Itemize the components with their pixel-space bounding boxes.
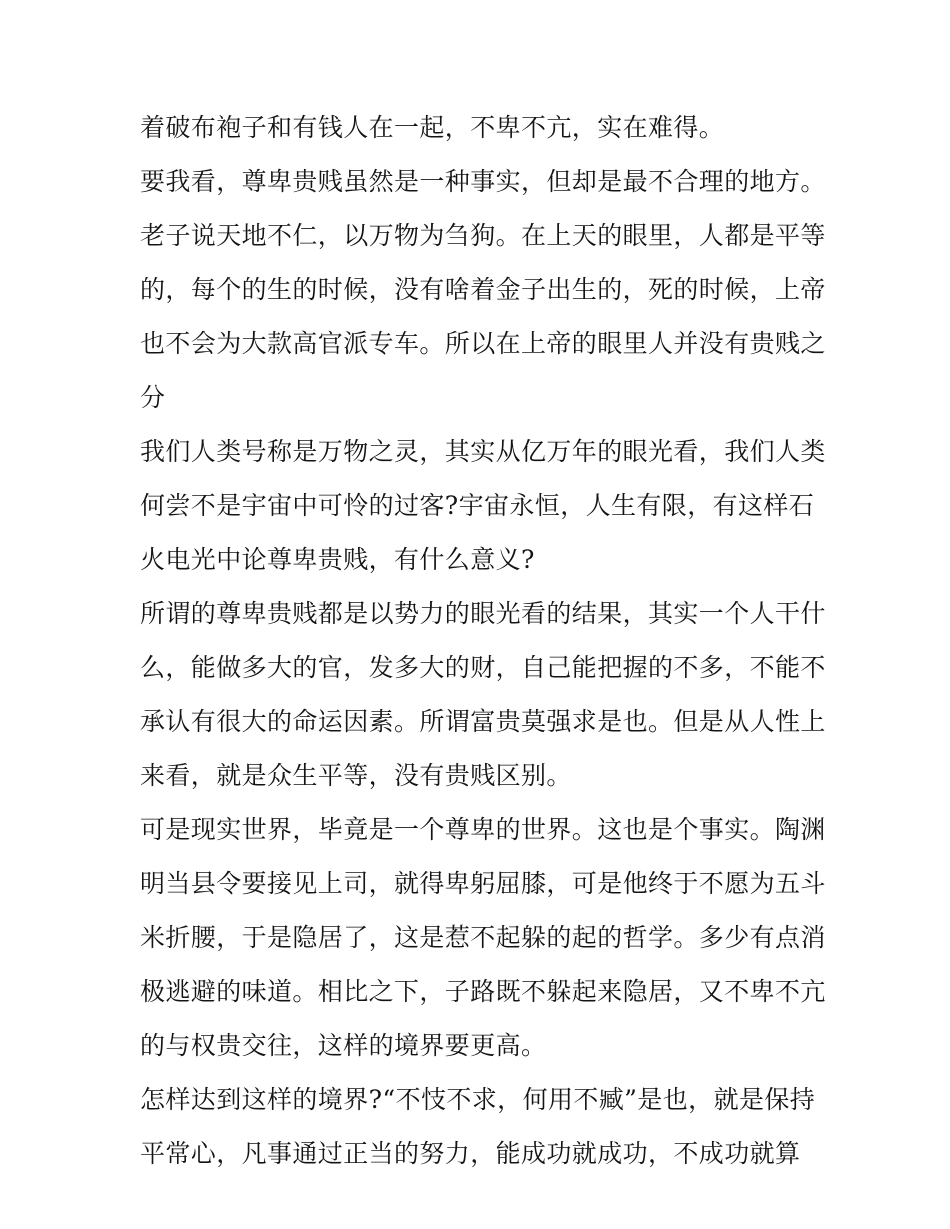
- text-line: 明当县令要接见上司，就得卑躬屈膝，可是他终于不愿为五斗: [140, 869, 826, 898]
- text-line: 我们人类号称是万物之灵，其实从亿万年的眼光看，我们人类: [140, 437, 826, 466]
- text-line: 的与权贵交往，这样的境界要更高。: [140, 1031, 547, 1060]
- text-line: 要我看，尊卑贵贱虽然是一种事实，但却是最不合理的地方。: [140, 167, 826, 196]
- text-line: 承认有很大的命运因素。所谓富贵莫强求是也。但是从人性上: [140, 707, 826, 736]
- text-line: 怎样达到这样的境界?“不忮不求，何用不臧”是也，就是保持: [140, 1085, 816, 1114]
- text-line: 火电光中论尊卑贵贱，有什么意义?: [140, 545, 535, 574]
- text-line: 么，能做多大的官，发多大的财，自己能把握的不多，不能不: [140, 653, 826, 682]
- text-line: 所谓的尊卑贵贱都是以势力的眼光看的结果，其实一个人干什: [140, 599, 826, 628]
- text-line: 着破布袍子和有钱人在一起，不卑不亢，实在难得。: [140, 113, 725, 142]
- text-line: 何尝不是宇宙中可怜的过客?宇宙永恒，人生有限，有这样石: [140, 491, 815, 520]
- text-line: 来看，就是众生平等，没有贵贱区别。: [140, 761, 572, 790]
- text-line: 的，每个的生的时候，没有啥着金子出生的，死的时候，上帝: [140, 275, 826, 304]
- text-line: 也不会为大款高官派专车。所以在上帝的眼里人并没有贵贱之: [140, 329, 826, 358]
- text-line: 米折腰，于是隐居了，这是惹不起躲的起的哲学。多少有点消: [140, 923, 826, 952]
- text-line: 平常心，凡事通过正当的努力，能成功就成功，不成功就算: [140, 1139, 801, 1168]
- text-line: 老子说天地不仁，以万物为刍狗。在上天的眼里，人都是平等: [140, 221, 826, 250]
- text-line: 可是现实世界，毕竟是一个尊卑的世界。这也是个事实。陶渊: [140, 815, 826, 844]
- text-line: 分: [140, 383, 166, 412]
- text-line: 极逃避的味道。相比之下，子路既不躲起来隐居，又不卑不亢: [140, 977, 826, 1006]
